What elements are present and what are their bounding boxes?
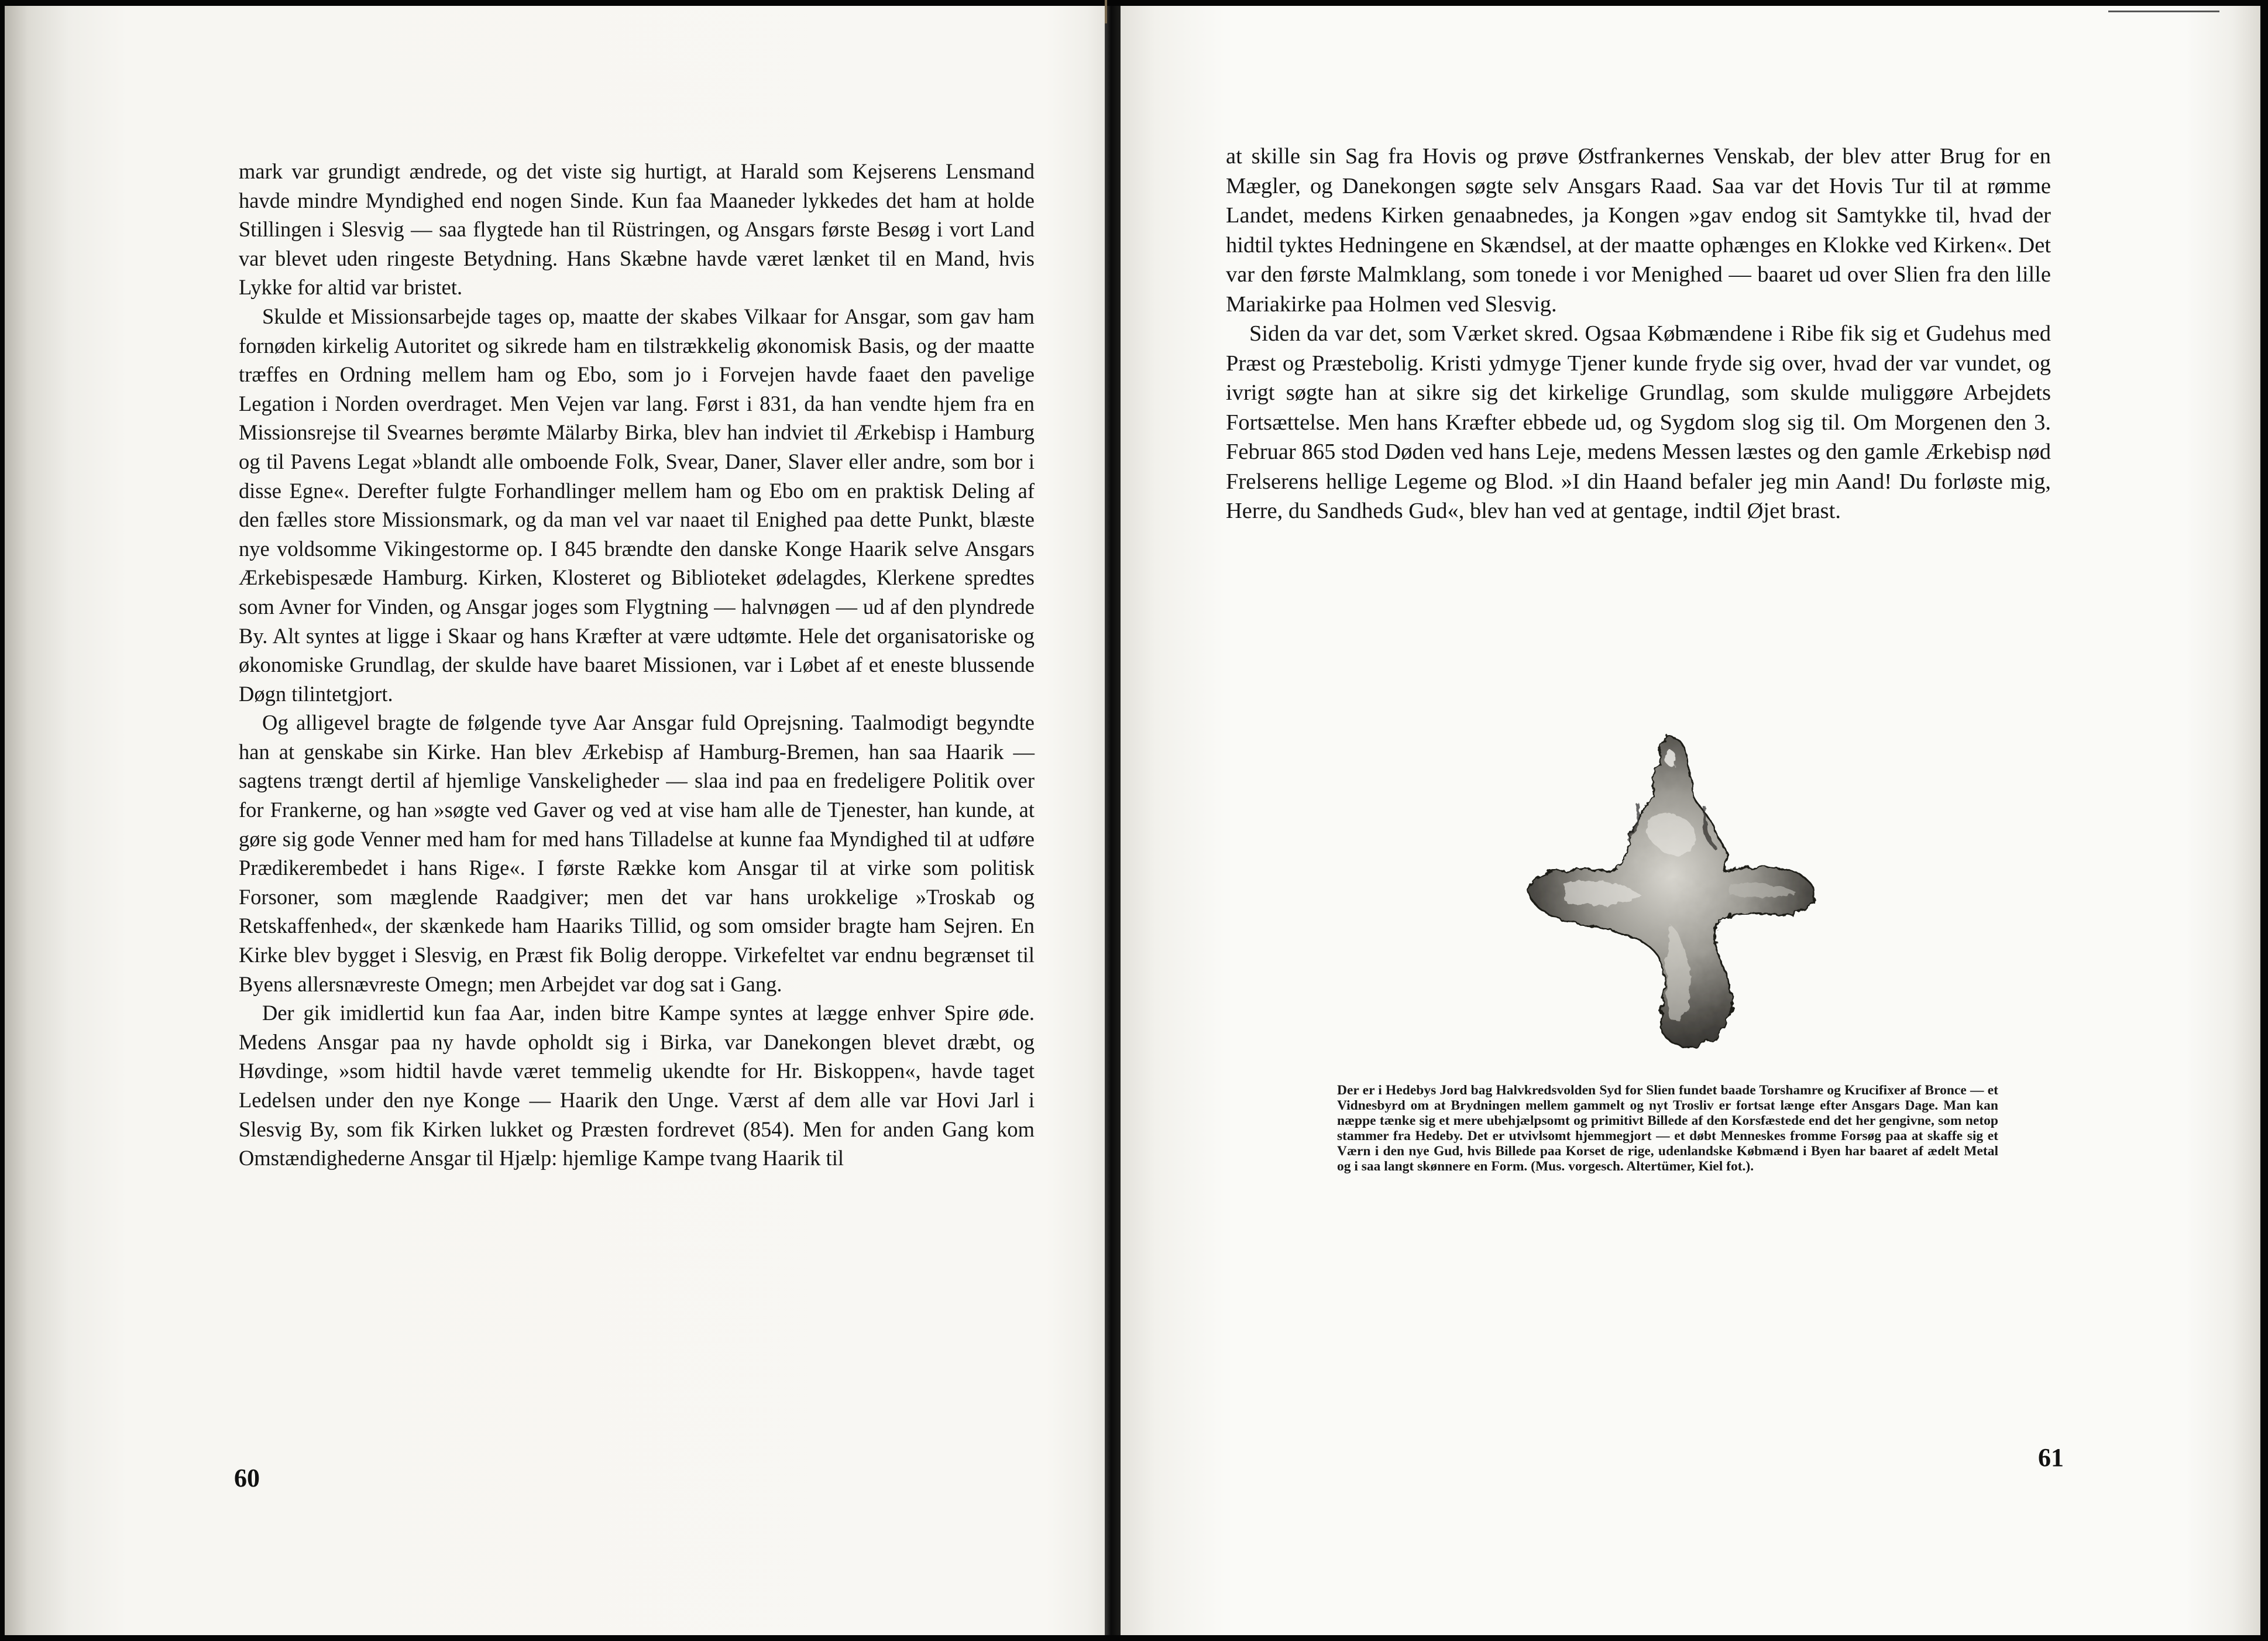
- left-page: [5, 6, 1105, 1635]
- binding-tick: [1105, 0, 1107, 23]
- paragraph: Og alligevel bragte de følgende tyve Aar Ansgar fuld Oprejsning. Taalmodigt begyndte han at genskabe sin Kirke. Han blev Ærkebisp af Hamburg-Bremen, han saa Haarik — sagtens trængt dertil af hjemlige Vanskeligheder — slaa ind paa en fredeligere Politik over for Frankerne, og han »søgte ved Gaver og ved at vise ham alle de Tjenester, han kunde, at gøre sig gode Venner med ham for med hans Tilladelse at kunne faa Myndighed til at udføre Prædikerembedet i hans Rige«. I første Række kom Ansgar til at virke som politisk Forsoner, som mæglende Raadgiver; men det var hans urokkelige »Troskab og Retskaffenhed«, der skænkede ham Haariks Tillid, og som omsider bragte ham Sejren. En Kirke blev bygget i Slesvig, en Præst fik Bolig deroppe. Virkefeltet var endnu begrænset til Byens allersnævreste Omegn; men Arbejdet var dog sat i Gang.: [239, 710, 1035, 996]
- top-rule: [2108, 11, 2219, 12]
- crucifix-icon: [1495, 732, 1846, 1059]
- paragraph: Skulde et Missionsarbejde tages op, maatte der skabes Vilkaar for Ansgar, som gav ham fornøden kirkelig Autoritet og sikrede ham en tilstrækkelig økonomisk Basis, og der maatte træffes en Ordning mellem ham og Ebo, som jo i Forvejen havde faaet den pavelige Legation i Norden overdraget. Men Vejen var lang. Først i 831, da han vendte hjem fra en Missionsrejse til Svearnes berømte Mälarby Birka, blev han indviet til Ærkebisp i Hamburg og til Pavens Legat »blandt alle omboende Folk, Svear, Daner, Slaver eller andre, som bor i disse Egne«. Derefter fulgte Forhandlinger mellem ham og Ebo om en praktisk Deling af den fælles store Missionsmark, og da man vel var naaet til Enighed paa dette Punkt, blæste nye voldsomme Vikingestorme op. I 845 brændte den danske Konge Haarik selve Ansgars Ærkebispesæde Hamburg. Kirken, Klosteret og Biblioteket ødelagdes, Klerkene spredtes som Avner for Vinden, og Ansgar joges som Flygtning — halvnøgen — ud af den plyndrede By. Alt syntes at ligge i Skaar og hans Kræfter at være udtømte. Hele det organisatoriske og økonomiske Grundlag, der skulde have baaret Missionen, var i Løbet af et eneste blussende Døgn tilintetgjort.: [239, 304, 1035, 706]
- left-page-text: [239, 157, 1035, 1173]
- figure-caption: Der er i Hedebys Jord bag Halvkredsvolden Syd for Slien fundet baade Torshamre og Krucifixer af Bronce — et Vidnesbyrd om at Brydningen mellem gammelt og nyt Trosliv er fortsat længe efter Ansgars Dage. Man kan næppe tænke sig et mere ubehjælpsomt og primitivt Billede af den Korsfæstede end det her gengivne, som netop stammer fra Hedeby. Det er utvivlsomt hjemmegjort — et døbt Menneskes fromme Forsøg paa at skaffe sig et Værn i den nye Gud, hvis Billede paa Korset de rige, udenlandske Købmænd i Byen har baaret af ædelt Metal og i saa langt skønnere en Form. (Mus. vorgesch. Altertümer, Kiel fot.).: [1337, 1083, 1998, 1174]
- right-page: [1121, 6, 2260, 1635]
- book-gutter: [1105, 6, 1121, 1635]
- paragraph: Der gik imidlertid kun faa Aar, inden bitre Kampe syntes at lægge enhver Spire øde. Medens Ansgar paa ny havde opholdt sig i Birka, var Danekongen blevet dræbt, og Høvdinge, »som hidtil havde været temmelig ukendte for Hr. Biskoppen«, havde taget Ledelsen under den nye Konge — Haarik den Unge. Værst af dem alle var Hovi Jarl i Slesvig By, som fik Kirken lukket og Præsten fordrevet (854). Men for anden Gang kom Omstændighederne Ansgar til Hjælp: hjemlige Kampe tvang Haarik til: [239, 1001, 1035, 1170]
- page-number: 61: [2038, 1443, 2064, 1472]
- right-page-text: [1226, 142, 2051, 526]
- paragraph: at skille sin Sag fra Hovis og prøve Østfrankernes Venskab, der blev atter Brug for en Mægler, og Danekongen søgte selv Ansgars Raad. Saa var det Hovis Tur til at rømme Landet, medens Kirken genaabnedes, ja Kongen »gav endog sit Samtykke til, hvad der hidtil tyktes Hedningene en Skændsel, at der maatte ophænges en Klokke ved Kirken«. Det var den første Malmklang, som tonede i vor Menighed — baaret ud over Slien fra den lille Mariakirke paa Holmen ved Slesvig.: [1226, 144, 2051, 317]
- paragraph: Siden da var det, som Værket skred. Ogsaa Købmændene i Ribe fik sig et Gudehus med Præst og Præstebolig. Kristi ydmyge Tjener kunde fryde sig over, hvad der var vundet, og ivrigt søgte han at sikre sig det kirkelige Grundlag, som skulde muliggøre Arbejdets Fortsættelse. Men hans Kræfter ebbede ud, og Sygdom slog sig til. Om Morgenen den 3. Februar 865 stod Døden ved hans Leje, medens Messen læstes og den gamle Ærkebisp nød Frelserens hellige Legeme og Blod. »I din Haand befaler jeg min Aand! Du forløste mig, Herre, du Sandheds Gud«, blev han ved at gentage, indtil Øjet brast.: [1226, 321, 2051, 523]
- paragraph: mark var grundigt ændrede, og det viste sig hurtigt, at Harald som Kejserens Lensmand havde mindre Myndighed end nogen Sinde. Kun faa Maaneder lykkedes det ham at holde Stillingen i Slesvig — saa flygtede han til Rüstringen, og Ansgars første Besøg i vort Land var blevet uden ringeste Betydning. Hans Skæbne havde været lænket til en Mand, hvis Lykke for altid var bristet.: [239, 159, 1035, 300]
- crucifix-photo: [1495, 732, 1846, 1059]
- page-number: 60: [234, 1464, 260, 1492]
